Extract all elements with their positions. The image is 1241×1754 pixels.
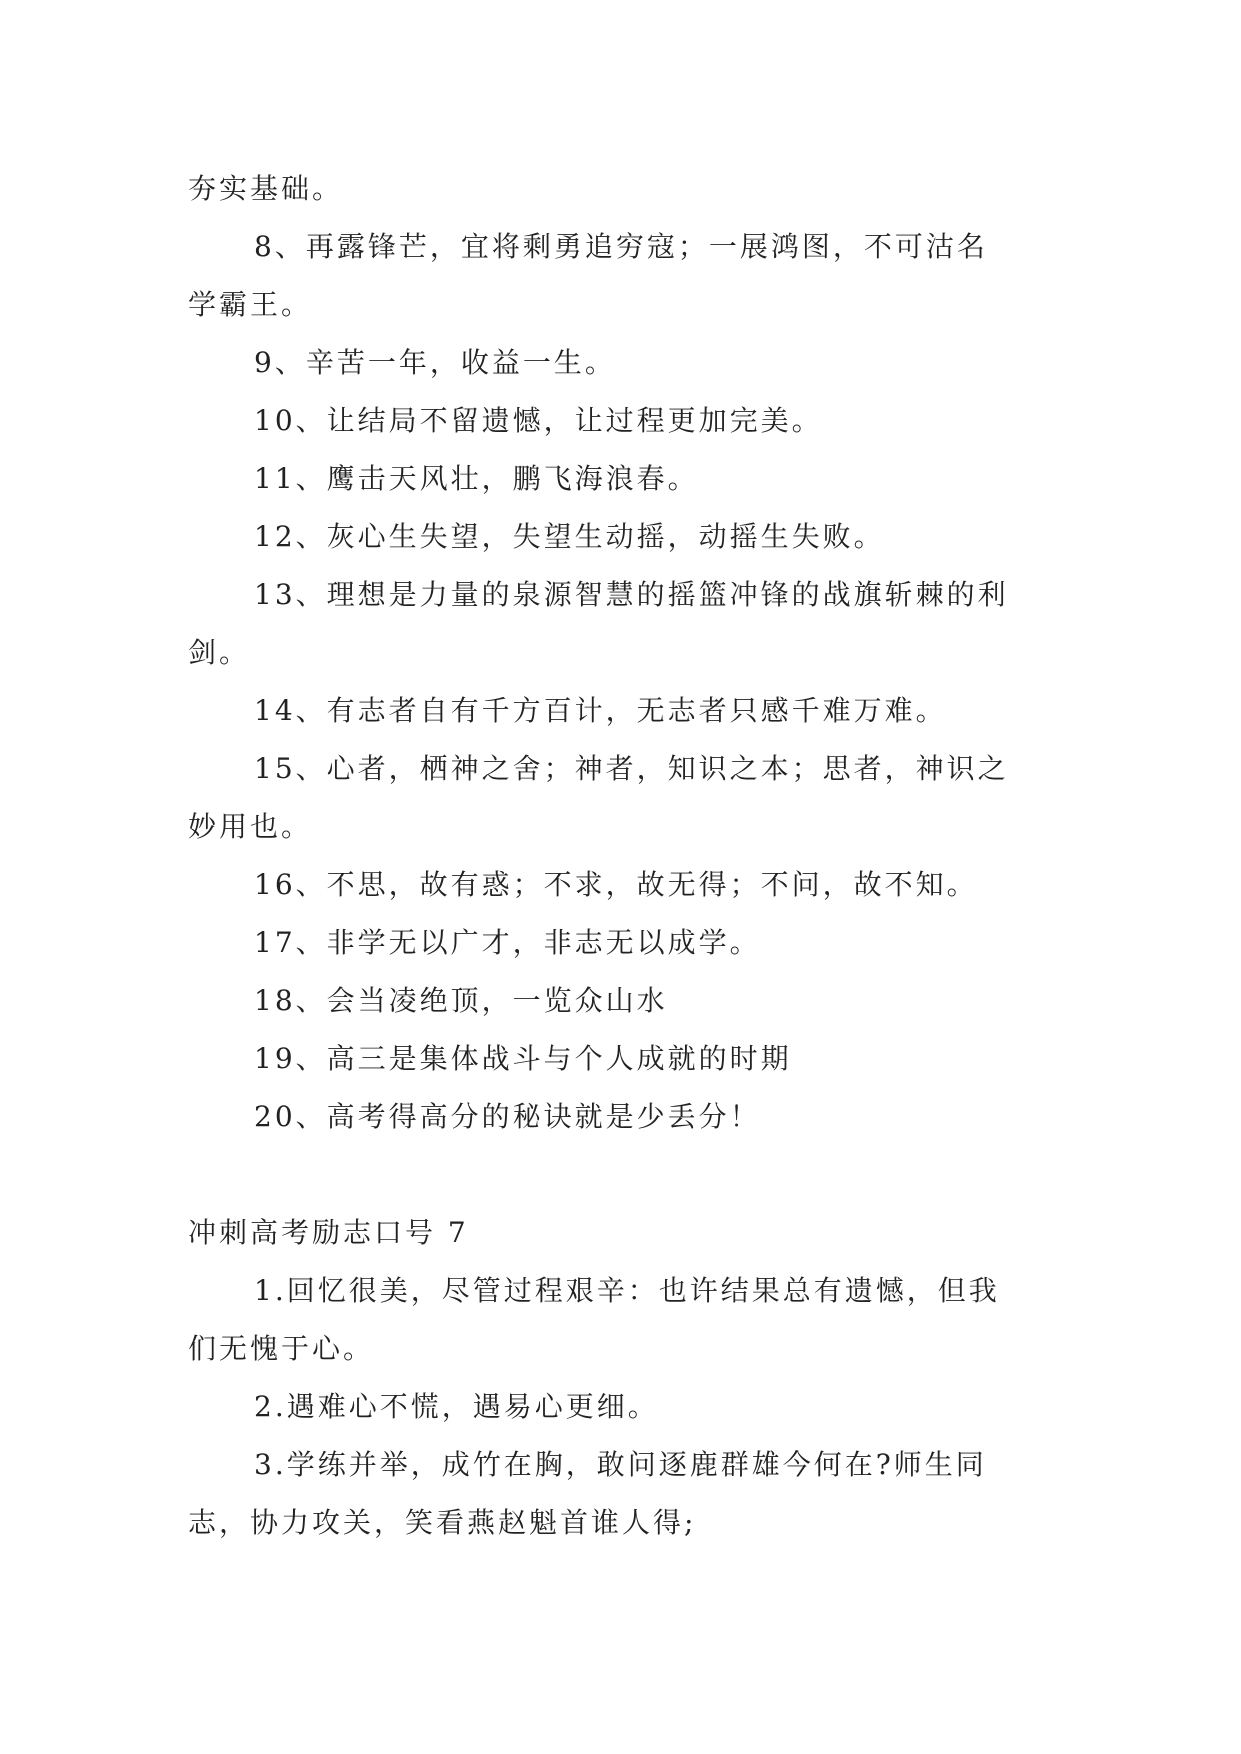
section-gap — [188, 1146, 1060, 1204]
text-line: 16、不思，故有惑；不求，故无得；不问，故不知。 — [254, 868, 978, 901]
text-line: 妙用也。 — [188, 810, 313, 843]
text-line: 17、非学无以广才，非志无以成学。 — [254, 926, 761, 959]
text-line: 13、理想是力量的泉源智慧的摇篮冲锋的战旗斩棘的利 — [254, 578, 1009, 611]
text-line: 19、高三是集体战斗与个人成就的时期 — [254, 1042, 792, 1075]
text-line: 12、灰心生失望，失望生动摇，动摇生失败。 — [254, 520, 885, 553]
text-line: 1.回忆很美，尽管过程艰辛：也许结果总有遗憾，但我 — [254, 1274, 1000, 1307]
text-line: 15、心者，栖神之舍；神者，知识之本；思者，神识之 — [254, 752, 1009, 785]
text-line: 9、辛苦一年，收益一生。 — [254, 346, 616, 379]
text-line: 14、有志者自有千方百计，无志者只感千难万难。 — [254, 694, 947, 727]
text-line: 学霸王。 — [188, 288, 313, 321]
text-line: 志，协力攻关，笑看燕赵魁首谁人得; — [188, 1506, 697, 1539]
text-line: 8、再露锋芒，宜将剩勇追穷寇；一展鸿图，不可沽名 — [254, 230, 988, 263]
text-line: 2.遇难心不慌，遇易心更细。 — [254, 1390, 659, 1423]
section-heading: 冲刺高考励志口号 7 — [188, 1216, 469, 1249]
text-line: 们无愧于心。 — [188, 1332, 375, 1365]
text-line: 剑。 — [188, 636, 251, 669]
text-line: 20、高考得高分的秘诀就是少丢分！ — [254, 1100, 761, 1133]
text-line: 10、让结局不留遗憾，让过程更加完美。 — [254, 404, 823, 437]
text-line: 夯实基础。 — [188, 172, 344, 205]
text-line: 3.学练并举，成竹在胸，敢问逐鹿群雄今何在?师生同 — [254, 1448, 987, 1481]
text-line: 18、会当凌绝顶，一览众山水 — [254, 984, 668, 1017]
text-line: 11、鹰击天风壮，鹏飞海浪春。 — [254, 462, 699, 495]
document-body — [188, 160, 1060, 1552]
